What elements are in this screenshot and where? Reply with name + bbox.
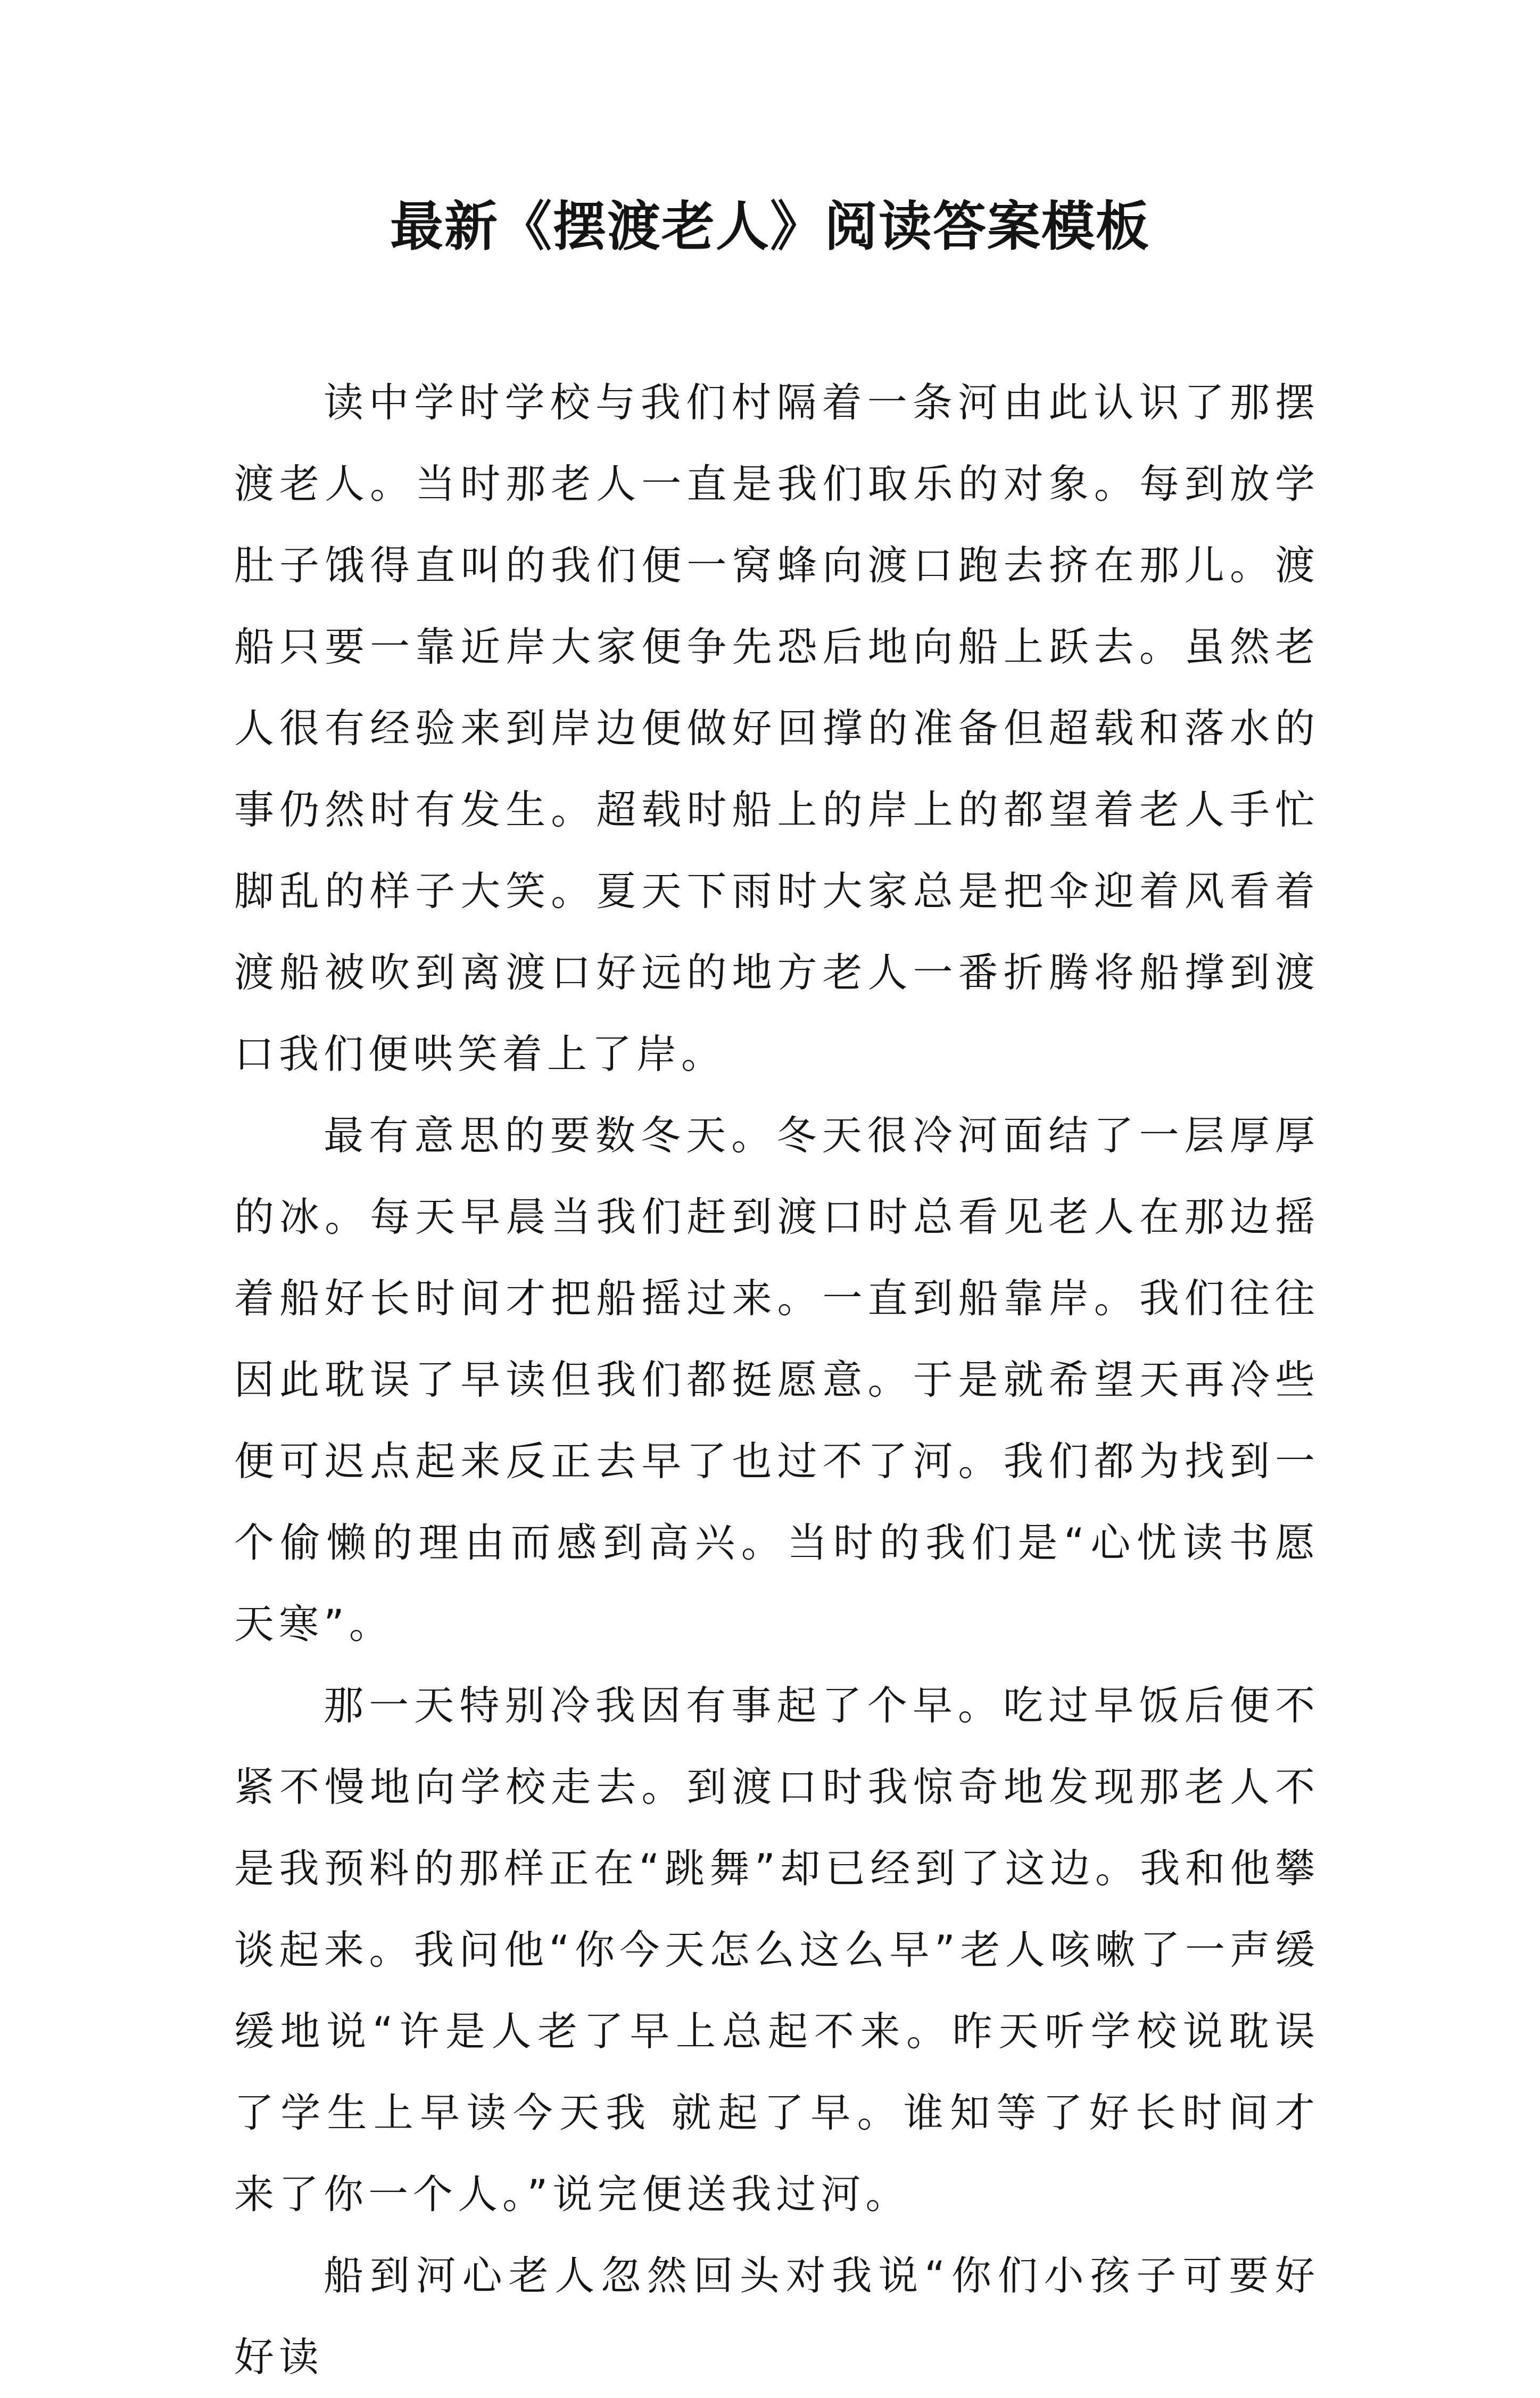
paragraph: 船到河心老人忽然回头对我说“你们小孩子可要好好读 <box>234 2252 1320 2380</box>
paragraph: 最有意思的要数冬天。冬天很冷河面结了一层厚厚的冰。每天早晨当我们赶到渡口时总看见老人在那边摇着船好长时间才把船摇过来。一直到船靠岸。我们往往因此耽误了早读但我们都挺愿意。于是就希望天再冷些便可迟点起来反正去早了也过不了河。我们都为找到一个偷懒的理由而感到高兴。当时的我们是“心忧读书愿天寒”。 <box>234 1112 1320 1647</box>
document-title: 最新《摆渡老人》阅读答案模板 <box>390 195 1150 258</box>
paragraph: 读中学时学校与我们村隔着一条河由此认识了那摆渡老人。当时那老人一直是我们取乐的对象。每到放学肚子饿得直叫的我们便一窝蜂向渡口跑去挤在那儿。渡船只要一靠近岸大家便争先恐后地向船上跃去。虽然老人很有经验来到岸边便做好回撑的准备但超载和落水的事仍然时有发生。超载时船上的岸上的都望着老人手忙脚乱的样子大笑。夏天下雨时大家总是把伞迎着风看着渡船被吹到离渡口好远的地方老人一番折腾将船撑到渡口我们便哄笑着上了岸。 <box>234 379 1320 1077</box>
paragraph: 那一天特别冷我因有事起了个早。吃过早饭后便不紧不慢地向学校走去。到渡口时我惊奇地发现那老人不是我预料的那样正在“跳舞”却已经到了这边。我和他攀谈起来。我问他“你今天怎么这么早”老人咳嗽了一声缓缓地说“许是人老了早上总起不来。昨天听学校说耽误了学生上早读今天我 就起了早。谁知等了好长时间才来了你一个人。”说完便送我过河。 <box>234 1682 1320 2218</box>
document-body <box>234 362 1320 2398</box>
